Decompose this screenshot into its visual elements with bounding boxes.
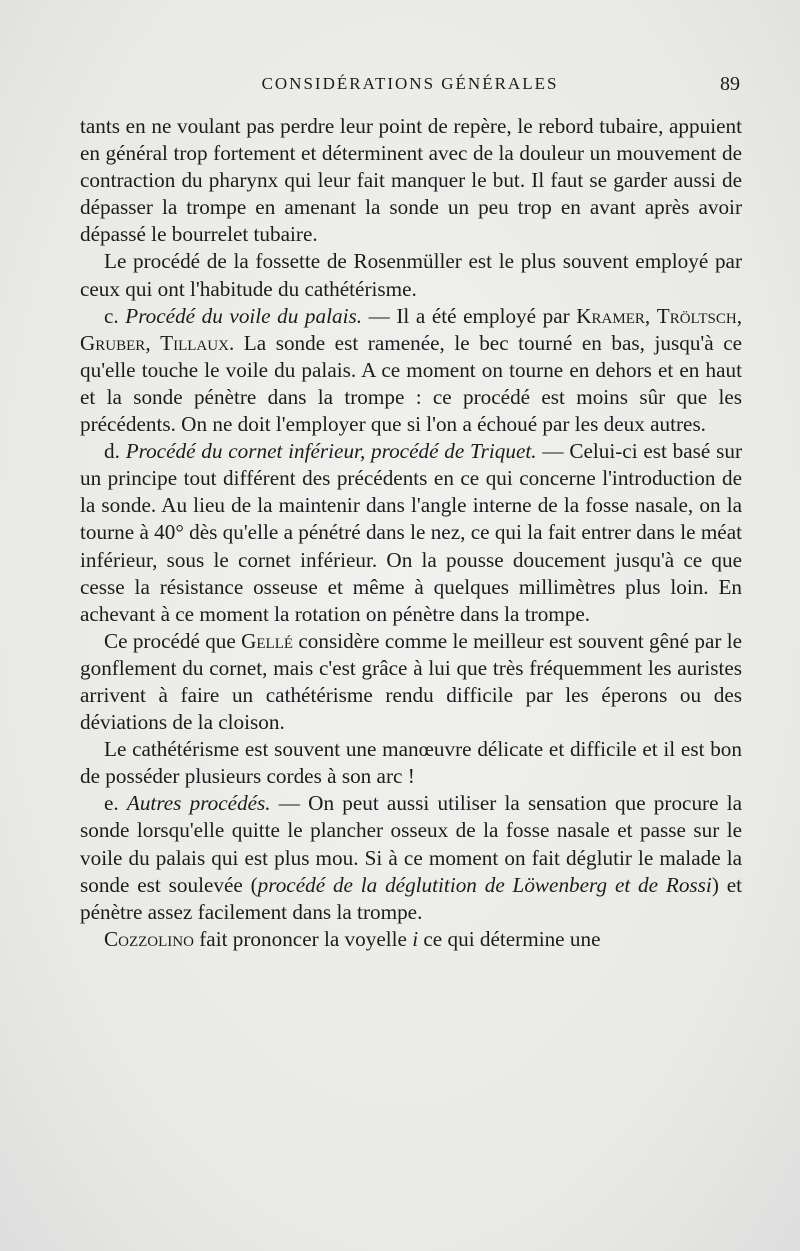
section-label: e. <box>104 791 127 816</box>
author-name: Tröltsch <box>656 303 737 328</box>
italic-reference: procédé de la déglutition de Löwenberg et de Rossi <box>257 872 712 897</box>
text-run: ) et pénètre assez facilement dans la trompe. <box>80 872 742 924</box>
page-header <box>80 74 740 100</box>
author-name: Gellé <box>241 628 294 653</box>
paragraph-continuation: tants en ne voulant pas perdre leur point de repère, le rebord tubaire, appuient en général trop fortement et déterminent avec de la douleur un mouvement de contraction du pharynx qui leur fait manquer le but. Il faut se garder aussi de dépasser la trompe en amenant la sonde un peu trop en avant après avoir dépassé le bourrelet tubaire. <box>80 114 742 247</box>
section-heading: Autres procédés. <box>126 791 271 816</box>
text-run: — Celui-ci est basé sur un principe tout différent des précédents en ce qui concerne l'introduction de la sonde. Au lieu de la maintenir dans l'angle interne de la fosse nasale, on la tourne à 40° dès qu'elle a pénétré dans le nez, ce qui la fait entrer dans le méat inférieur, sous le cornet inférieur. On la pousse doucement jusqu'à ce que cesse la résistance osseuse et même à quelques millimètres plus loin. En achevant à ce moment la rotation on pénètre dans la trompe. <box>80 439 743 626</box>
paragraph-gelle <box>80 628 742 736</box>
author-name: Tillaux <box>160 330 229 355</box>
text-run: . La sonde est ramenée, le bec tourné en bas, jusqu'à ce qu'elle touche le voile du palais. A ce moment on tourne en dehors et en haut et la sonde pénètre dans la trompe : ce procédé est moins sûr que les précédents. On ne doit l'employer que si l'on a échoué par les deux autres. <box>80 330 743 437</box>
italic-vowel: i <box>412 926 419 951</box>
paragraph-catheterisme: Le cathétérisme est souvent une manœuvre délicate et difficile et il est bon de posséder plusieurs cordes à son arc ! <box>80 737 742 789</box>
paragraph-voile-du-palais <box>80 303 742 438</box>
text-run: — On peut aussi utiliser la sensation que procure la sonde lorsqu'elle quitte le plancher osseux de la fosse nasale et passe sur le voile du palais qui est plus mou. Si à ce moment on fait déglutir le malade la sonde est soulevée ( <box>80 791 742 897</box>
text-run: , <box>145 330 161 355</box>
page-number: 89 <box>720 73 740 95</box>
text-run: ce qui détermine une <box>418 926 601 951</box>
section-label: c. <box>104 303 126 328</box>
section-heading: Procédé du voile du palais. <box>125 303 363 328</box>
running-title: CONSIDÉRATIONS GÉNÉRALES <box>261 74 559 93</box>
section-label: d. <box>104 439 126 464</box>
paragraph-rosenmuller: Le procédé de la fossette de Rosenmüller est le plus souvent employé par ceux qui ont l'habitude du cathétérisme. <box>80 249 742 301</box>
text-run: , <box>736 303 742 328</box>
section-heading: Procédé du cornet inférieur, procédé de Triquet. <box>125 439 537 464</box>
paragraph-cornet-inferieur <box>80 438 742 628</box>
author-name: Kramer <box>576 303 645 328</box>
text-run: , <box>644 303 657 328</box>
body-text <box>80 113 742 953</box>
paragraph-autres-procedes <box>80 790 742 925</box>
text-run: fait prononcer la voyelle <box>193 926 413 951</box>
text-run: Ce procédé que <box>104 628 242 653</box>
text-run: — Il a été employé par <box>362 303 577 328</box>
paragraph-cozzolino <box>80 926 742 953</box>
author-name: Cozzolino <box>104 926 194 951</box>
text-run: considère comme le meilleur est souvent gêné par le gonflement du cornet, mais c'est grâce à lui que très fréquemment les auristes arrivent à faire un cathétérisme rendu difficile par les éperons ou des déviations de la cloison. <box>80 628 742 735</box>
author-name: Gruber <box>80 330 146 355</box>
